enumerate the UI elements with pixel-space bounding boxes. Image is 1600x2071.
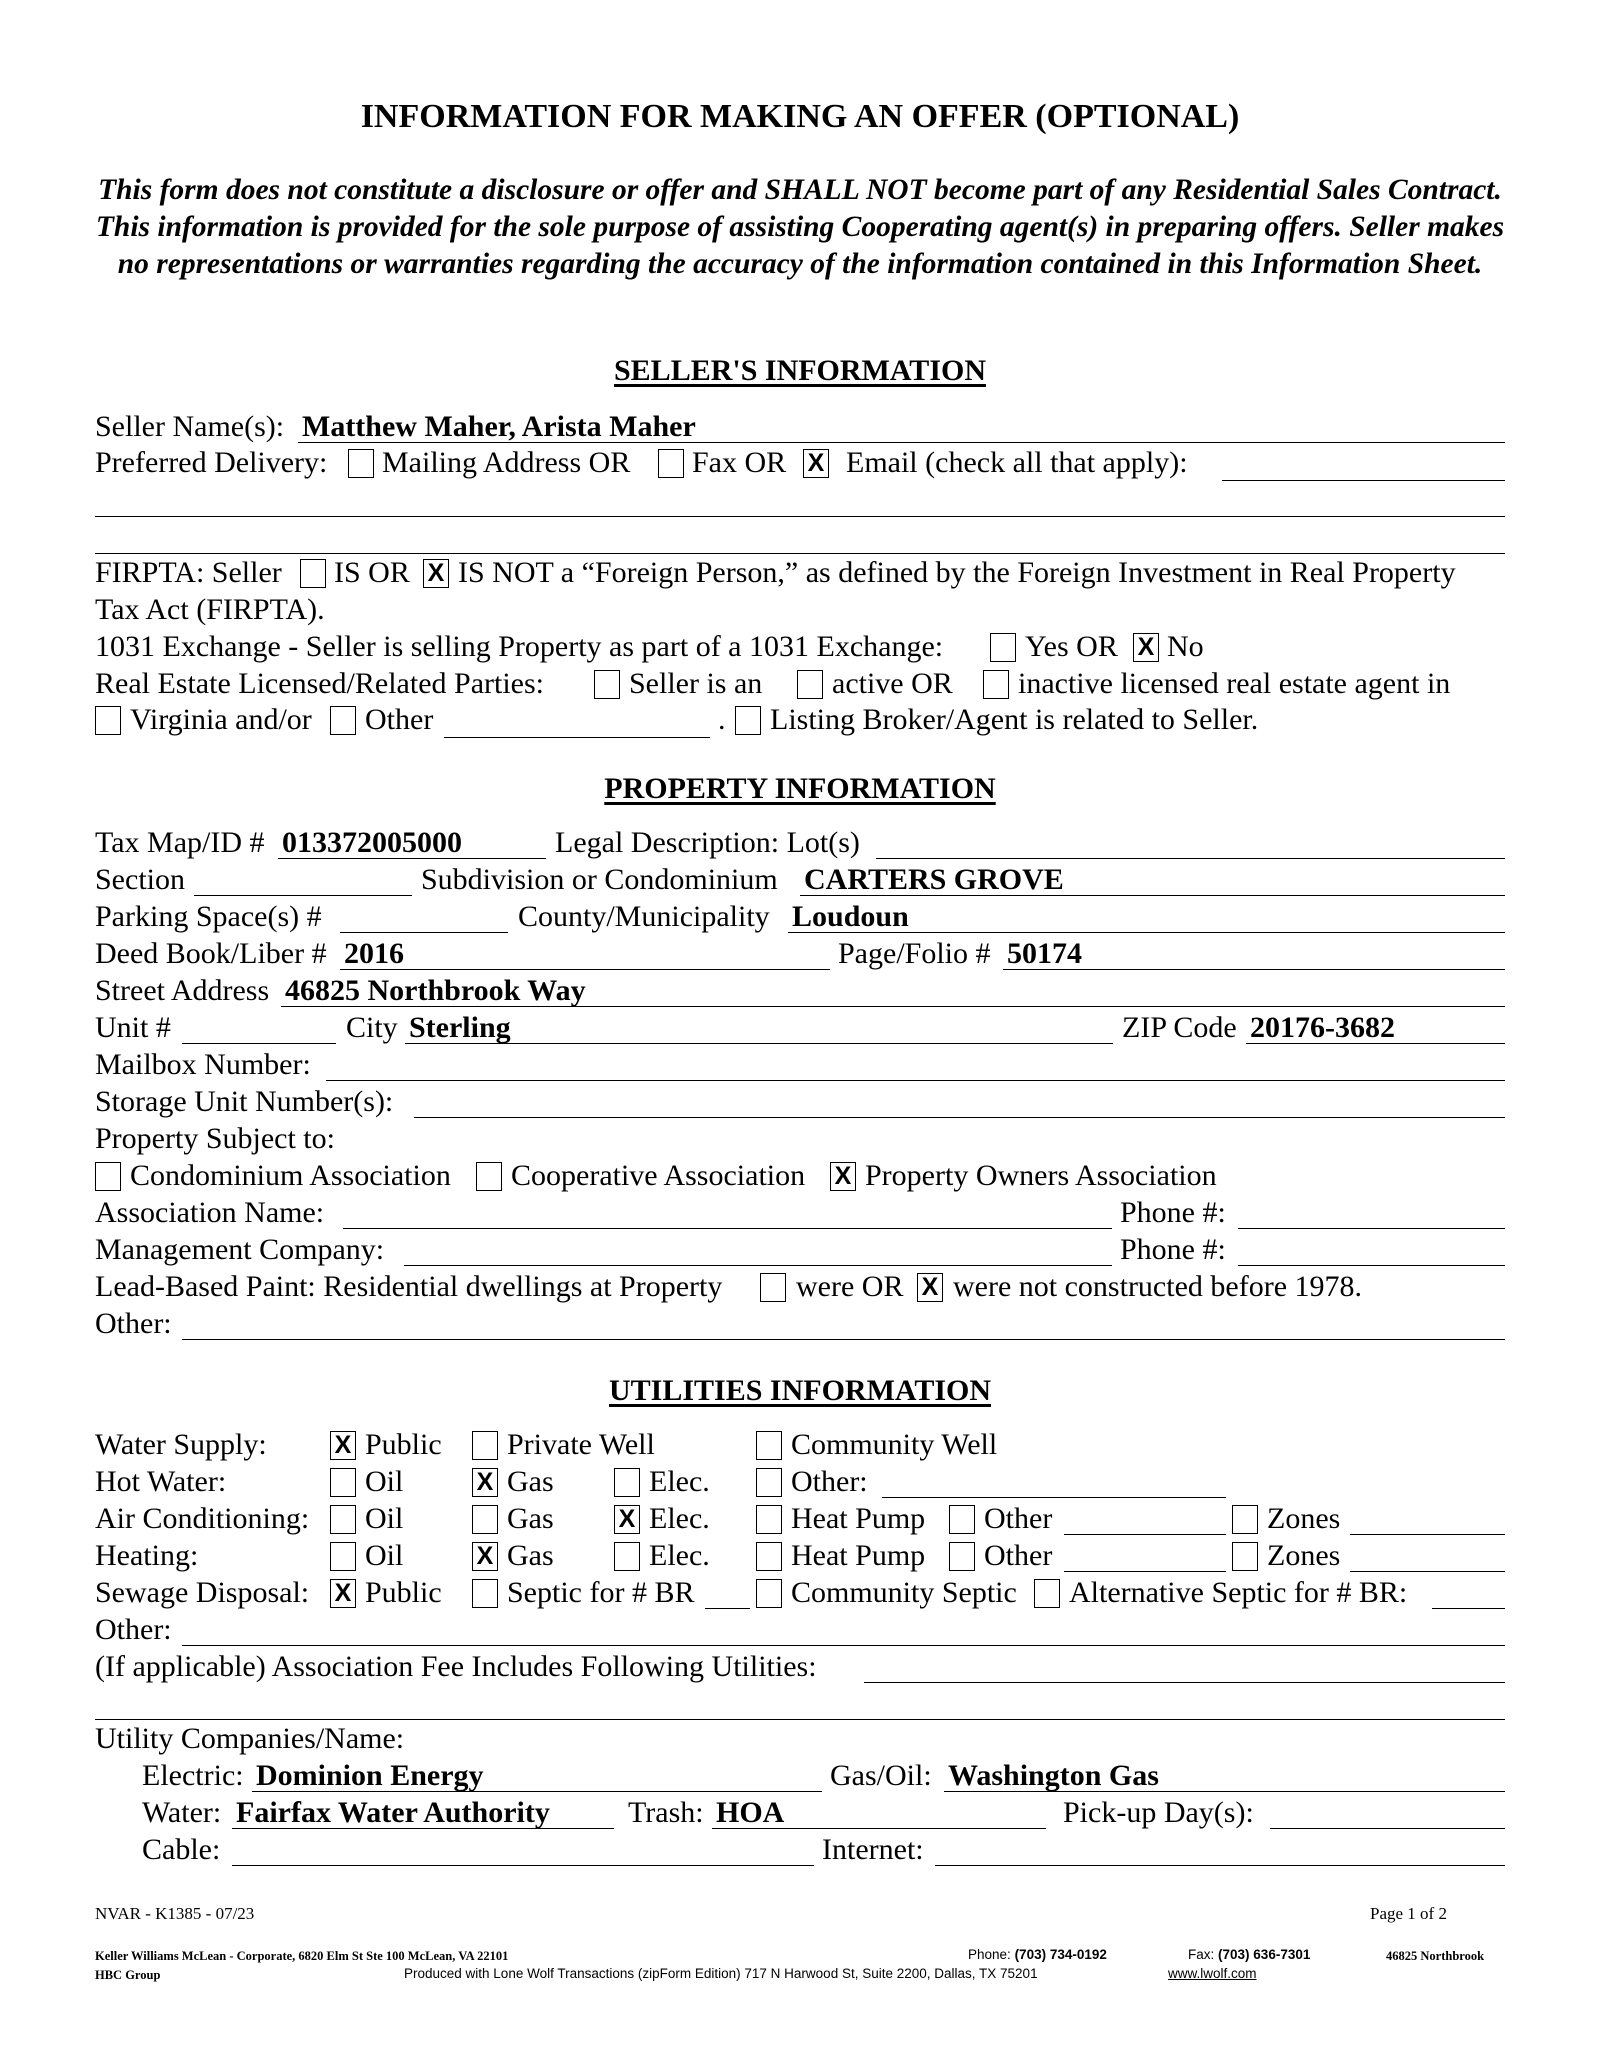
delivery-extra-line-2[interactable] (95, 553, 1505, 554)
seller-section-heading: SELLER'S INFORMATION (613, 354, 986, 387)
ac-gas-checkbox[interactable] (472, 1505, 498, 1534)
brokerage-info: Keller Williams McLean - Corporate, 6820 Elm St Ste 100 McLean, VA 22101 (95, 1949, 509, 1963)
licensed-virginia-label: Virginia and/or (130, 703, 312, 736)
management-company-field[interactable] (404, 1265, 1112, 1266)
delivery-mail-label: Mailing Address OR (382, 446, 631, 479)
utilities-other-label: Other: (95, 1613, 172, 1646)
heat-zones-label: Zones (1267, 1539, 1341, 1572)
exchange-label: 1031 Exchange - Seller is selling Property as part of a 1031 Exchange: (95, 630, 944, 663)
water-company-value: Fairfax Water Authority (236, 1796, 550, 1829)
water-public-checkbox[interactable]: X (330, 1431, 356, 1460)
association-phone-label: Phone #: (1120, 1196, 1226, 1229)
firpta-isnot-checkbox[interactable]: X (423, 559, 449, 588)
ac-zones-label: Zones (1267, 1502, 1341, 1535)
lead-were-label: were OR (796, 1270, 904, 1303)
footer-phone-label (968, 1947, 1107, 1962)
ac-elec-checkbox[interactable]: X (614, 1505, 640, 1534)
lwolf-website-link[interactable]: www.lwolf.com (1168, 1966, 1257, 1981)
water-public-label: Public (365, 1428, 442, 1461)
hot-other-field[interactable] (882, 1497, 1226, 1498)
ac-other-field[interactable] (1064, 1534, 1226, 1535)
hot-other-checkbox[interactable] (756, 1468, 782, 1497)
disclaimer-text: This form does not constitute a disclosure or offer and SHALL NOT become part of any Residential Sales Contract. This information is provided for the sole purpose of assisting Cooperating agent(s) in preparing offers. Seller makes no representations or warranties regarding the accuracy of the information contained in this Information Sheet. (95, 174, 1505, 280)
exchange-no-label: No (1167, 630, 1204, 663)
phone-number: (703) 734-0192 (1014, 1947, 1107, 1962)
sewage-septic-checkbox[interactable] (472, 1579, 498, 1608)
exchange-yes-checkbox[interactable] (990, 633, 1016, 662)
trash-label: Trash: (628, 1796, 704, 1829)
internet-field[interactable] (935, 1865, 1505, 1866)
poa-checkbox[interactable]: X (830, 1162, 856, 1191)
lead-were-checkbox[interactable] (760, 1273, 786, 1302)
ac-zones-field[interactable] (1350, 1534, 1505, 1535)
firpta-isnot-label: IS NOT a “Foreign Person,” as defined by the Foreign Investment in Real Property (458, 556, 1456, 589)
hot-oil-checkbox[interactable] (330, 1468, 356, 1497)
street-value: 46825 Northbrook Way (285, 974, 586, 1007)
form-id: NVAR - K1385 - 07/23 (95, 1904, 255, 1923)
phone-label-text: Phone: (968, 1947, 1011, 1962)
ac-elec-label: Elec. (649, 1502, 710, 1535)
county-value: Loudoun (792, 900, 909, 933)
group-name: HBC Group (95, 1968, 161, 1982)
seller-names-label: Seller Name(s): (95, 410, 285, 443)
city-value: Sterling (409, 1011, 511, 1044)
ac-other-label: Other (984, 1502, 1053, 1535)
sewage-public-checkbox[interactable]: X (330, 1579, 356, 1608)
heat-heatpump-label: Heat Pump (791, 1539, 926, 1572)
utilities-other-field[interactable] (182, 1645, 1505, 1646)
firpta-label: FIRPTA: Seller (95, 556, 282, 589)
heat-elec-checkbox[interactable] (614, 1542, 640, 1571)
association-name-field[interactable] (343, 1228, 1112, 1229)
sewage-septic-label: Septic for # BR (507, 1576, 695, 1609)
deed-value: 2016 (344, 937, 404, 970)
cable-label: Cable: (142, 1833, 221, 1866)
footer-fax-label (1188, 1947, 1310, 1962)
licensed-inactive-checkbox[interactable] (983, 670, 1009, 699)
assoc-fee-label: (If applicable) Association Fee Includes Following Utilities: (95, 1650, 817, 1683)
county-label: County/Municipality (518, 900, 770, 933)
poa-label: Property Owners Association (865, 1159, 1217, 1192)
property-subject-label: Property Subject to: (95, 1122, 335, 1155)
pickup-field[interactable] (1270, 1828, 1505, 1829)
licensed-other-checkbox[interactable] (330, 706, 356, 735)
parking-label: Parking Space(s) # (95, 900, 322, 933)
heat-other-checkbox[interactable] (949, 1542, 975, 1571)
sewage-public-label: Public (365, 1576, 442, 1609)
licensed-active-label: active OR (832, 667, 953, 700)
ac-zones-checkbox[interactable] (1232, 1505, 1258, 1534)
lead-werenot-label: were not constructed before 1978. (953, 1270, 1363, 1303)
management-phone-label: Phone #: (1120, 1233, 1226, 1266)
coop-association-checkbox[interactable] (476, 1162, 502, 1191)
water-community-label: Community Well (791, 1428, 998, 1461)
hot-water-label: Hot Water: (95, 1465, 227, 1498)
licensed-seller-label: Seller is an (629, 667, 763, 700)
heat-oil-checkbox[interactable] (330, 1542, 356, 1571)
association-phone-field[interactable] (1238, 1228, 1505, 1229)
sewage-community-label: Community Septic (791, 1576, 1017, 1609)
water-private-checkbox[interactable] (472, 1431, 498, 1460)
hot-gas-checkbox[interactable]: X (472, 1468, 498, 1497)
street-label: Street Address (95, 974, 270, 1007)
heat-zones-checkbox[interactable] (1232, 1542, 1258, 1571)
city-label: City (346, 1011, 398, 1044)
taxmap-label: Tax Map/ID # (95, 826, 265, 859)
association-name-label: Association Name: (95, 1196, 325, 1229)
pickup-label: Pick-up Day(s): (1063, 1796, 1254, 1829)
delivery-email-label: Email (check all that apply): (846, 446, 1188, 479)
legal-description-label: Legal Description: Lot(s) (555, 826, 860, 859)
document-name: 46825 Northbrook (1386, 1949, 1485, 1963)
heat-elec-label: Elec. (649, 1539, 710, 1572)
seller-names-value: Matthew Maher, Arista Maher (302, 410, 696, 443)
property-other-label: Other: (95, 1307, 172, 1340)
mailbox-label: Mailbox Number: (95, 1048, 311, 1081)
property-other-field[interactable] (182, 1339, 1505, 1340)
unit-field[interactable] (182, 1043, 336, 1044)
heat-zones-field[interactable] (1350, 1571, 1505, 1572)
page-folio-value: 50174 (1007, 937, 1082, 970)
firpta-is-label: IS OR (334, 556, 410, 589)
parking-field[interactable] (340, 932, 508, 933)
taxmap-value: 013372005000 (282, 826, 462, 859)
sewage-alt-label: Alternative Septic for # BR: (1069, 1576, 1408, 1609)
assoc-fee-extra-line[interactable] (95, 1719, 1505, 1720)
sewage-community-checkbox[interactable] (756, 1579, 782, 1608)
produced-with: Produced with Lone Wolf Transactions (zipForm Edition) 717 N Harwood St, Suite 2200, Dallas, TX 75201 (404, 1966, 1038, 1981)
hot-oil-label: Oil (365, 1465, 404, 1498)
page-folio-label: Page/Folio # (838, 937, 991, 970)
internet-label: Internet: (822, 1833, 924, 1866)
ac-heatpump-label: Heat Pump (791, 1502, 926, 1535)
deed-label: Deed Book/Liber # (95, 937, 327, 970)
legal-description-field[interactable] (876, 858, 1505, 859)
assoc-fee-field[interactable] (864, 1682, 1505, 1683)
electric-label: Electric: (142, 1759, 244, 1792)
licensed-listing-checkbox[interactable] (735, 706, 761, 735)
subdivision-label: Subdivision or Condominium (421, 863, 778, 896)
fax-number: (703) 636-7301 (1218, 1947, 1311, 1962)
zip-value: 20176-3682 (1250, 1011, 1395, 1044)
coop-association-label: Cooperative Association (511, 1159, 806, 1192)
heat-heatpump-checkbox[interactable] (756, 1542, 782, 1571)
firpta-is-checkbox[interactable] (300, 559, 326, 588)
utility-companies-label: Utility Companies/Name: (95, 1722, 405, 1755)
water-private-label: Private Well (507, 1428, 655, 1461)
ac-other-checkbox[interactable] (949, 1505, 975, 1534)
gas-oil-label: Gas/Oil: (830, 1759, 932, 1792)
heat-other-label: Other (984, 1539, 1053, 1572)
storage-label: Storage Unit Number(s): (95, 1085, 394, 1118)
storage-field[interactable] (414, 1117, 1505, 1118)
delivery-email-checkbox[interactable]: X (803, 449, 829, 478)
licensed-label: Real Estate Licensed/Related Parties: (95, 667, 545, 700)
hot-elec-checkbox[interactable] (614, 1468, 640, 1497)
licensed-virginia-checkbox[interactable] (95, 706, 121, 735)
ac-label: Air Conditioning: (95, 1502, 310, 1535)
licensed-period: . (718, 703, 726, 736)
hot-gas-label: Gas (507, 1465, 554, 1498)
ac-oil-checkbox[interactable] (330, 1505, 356, 1534)
ac-oil-label: Oil (365, 1502, 404, 1535)
licensed-other-field[interactable] (444, 737, 710, 738)
sewage-alt-checkbox[interactable] (1034, 1579, 1060, 1608)
firpta-line-2: Tax Act (FIRPTA). (95, 593, 325, 626)
city-field[interactable] (405, 1043, 1113, 1044)
mailbox-field[interactable] (326, 1080, 1505, 1081)
sewage-alt-field[interactable] (1432, 1608, 1505, 1609)
heat-gas-checkbox[interactable]: X (472, 1542, 498, 1571)
licensed-inactive-label: inactive licensed real estate agent in (1018, 667, 1451, 700)
page-number: Page 1 of 2 (1370, 1904, 1447, 1923)
licensed-seller-checkbox[interactable] (594, 670, 620, 699)
exchange-no-checkbox[interactable]: X (1133, 633, 1159, 662)
hot-other-label: Other: (791, 1465, 868, 1498)
delivery-extra-line-1[interactable] (95, 516, 1505, 517)
heating-label: Heating: (95, 1539, 199, 1572)
lead-werenot-checkbox[interactable]: X (917, 1273, 943, 1302)
gas-oil-value: Washington Gas (948, 1759, 1159, 1792)
ac-heatpump-checkbox[interactable] (756, 1505, 782, 1534)
zip-label: ZIP Code (1122, 1011, 1237, 1044)
page-title: INFORMATION FOR MAKING AN OFFER (OPTIONAL) (360, 98, 1240, 135)
licensed-listing-label: Listing Broker/Agent is related to Seller. (770, 703, 1259, 736)
unit-label: Unit # (95, 1011, 171, 1044)
heat-other-field[interactable] (1064, 1571, 1226, 1572)
exchange-yes-label: Yes OR (1025, 630, 1118, 663)
licensed-active-checkbox[interactable] (797, 670, 823, 699)
water-company-label: Water: (142, 1796, 222, 1829)
water-community-checkbox[interactable] (756, 1431, 782, 1460)
fax-label-text: Fax: (1188, 1947, 1215, 1962)
utilities-section-heading: UTILITIES INFORMATION (608, 1374, 992, 1407)
cable-field[interactable] (232, 1865, 814, 1866)
delivery-fax-checkbox[interactable] (658, 449, 684, 478)
licensed-other-label: Other (365, 703, 434, 736)
condo-association-checkbox[interactable] (95, 1162, 121, 1191)
hot-elec-label: Elec. (649, 1465, 710, 1498)
lead-paint-label: Lead-Based Paint: Residential dwellings at Property (95, 1270, 723, 1303)
ac-gas-label: Gas (507, 1502, 554, 1535)
electric-value: Dominion Energy (256, 1759, 484, 1792)
trash-value: HOA (716, 1796, 785, 1829)
section-label: Section (95, 863, 185, 896)
section-field[interactable] (194, 895, 412, 896)
heat-gas-label: Gas (507, 1539, 554, 1572)
heat-oil-label: Oil (365, 1539, 404, 1572)
water-supply-label: Water Supply: (95, 1428, 267, 1461)
property-section-heading: PROPERTY INFORMATION (604, 772, 996, 805)
delivery-mail-checkbox[interactable] (348, 449, 374, 478)
sewage-septic-field[interactable] (705, 1608, 750, 1609)
sewage-label: Sewage Disposal: (95, 1576, 310, 1609)
condo-association-label: Condominium Association (130, 1159, 451, 1192)
deed-field[interactable] (340, 969, 830, 970)
delivery-fax-label: Fax OR (692, 446, 787, 479)
management-company-label: Management Company: (95, 1233, 385, 1266)
subdivision-value: CARTERS GROVE (804, 863, 1064, 896)
preferred-delivery-label: Preferred Delivery: (95, 446, 328, 479)
management-phone-field[interactable] (1238, 1265, 1505, 1266)
delivery-email-field[interactable] (1222, 480, 1505, 481)
